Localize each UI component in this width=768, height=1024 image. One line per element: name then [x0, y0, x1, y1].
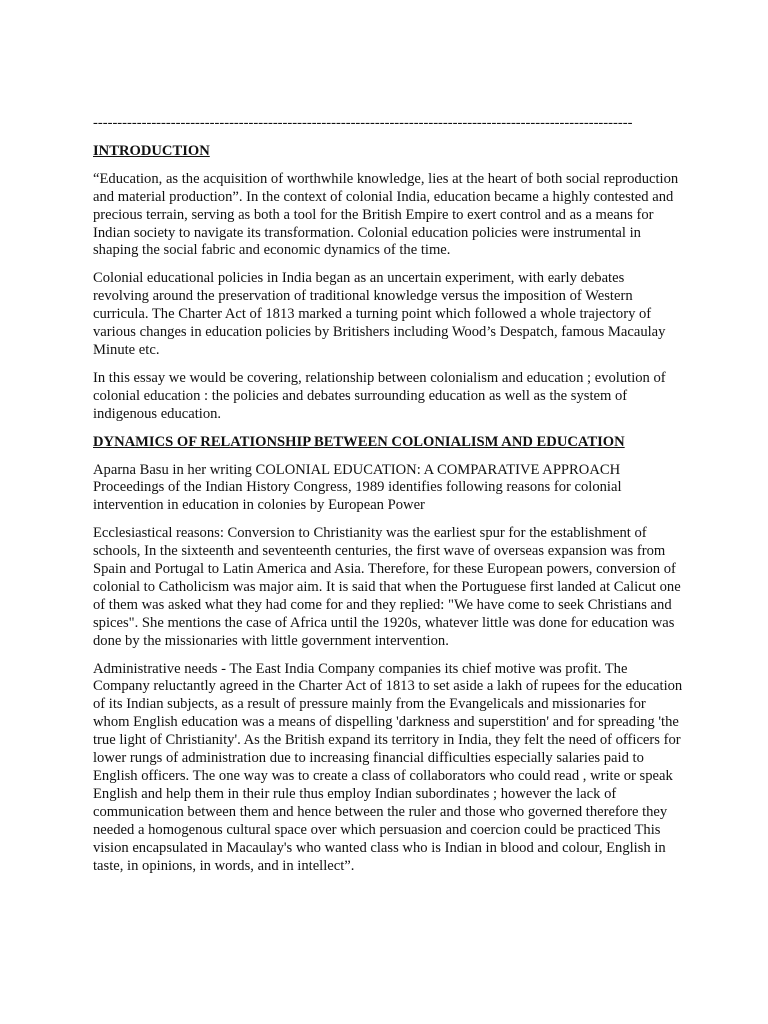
dynamics-heading: DYNAMICS OF RELATIONSHIP BETWEEN COLONIALISM AND EDUCATION — [93, 433, 625, 450]
introduction-paragraph-1: “Education, as the acquisition of worthwhile knowledge, lies at the heart of both social reproduction and material production”. In the context of colonial India, education became a highly contested and precious terrain, serving as both a tool for the British Empire to exert control and as a means for Indian society to navigate its transformation. Colonial education policies were instrumental in shaping the social fabric and economic dynamics of the time. — [93, 170, 679, 259]
dynamics-paragraph-1: Aparna Basu in her writing COLONIAL EDUCATION: A COMPARATIVE APPROACH Proceedings of the Indian History Congress, 1989 identifies following reasons for colonial intervention in education in colonies by European Power — [93, 461, 622, 514]
introduction-paragraph-2: Colonial educational policies in India began as an uncertain experiment, with early debates revolving around the preservation of traditional knowledge versus the imposition of Western curricula. The Charter Act of 1813 marked a turning point which followed a whole trajectory of various changes in education policies by Britishers including Wood’s Despatch, famous Macaulay Minute etc. — [93, 270, 666, 358]
dynamics-paragraph-3: Administrative needs - The East India Company companies its chief motive was profit. The Company reluctantly agreed in the Charter Act of 1813 to set aside a lakh of rupees for the education of its Indian subjects, as a result of pressure mainly from the Evangelicals and missionaries for whom English education was a means of dispelling 'darkness and superstition' and for spreading 'the true light of Christianity'. As the British expand its territory in India, they felt the need of officers for lower rungs of administration due to increasing financial difficulties especially salaries paid to English officers. The one way was to create a class of collaborators who could read , write or speak English and help them in their rule thus employ Indian subordinates ; however the lack of communication between them and hence between the ruler and those who governed therefore they needed a homogenous cultural space over which persuasion and coercion could be practiced This vision encapsulated in Macaulay's who wanted class who is Indian in blood and colour, English in taste, in opinions, in words, and in intellect”. — [93, 660, 683, 874]
document-page — [93, 115, 683, 885]
dynamics-paragraph-2: Ecclesiastical reasons: Conversion to Christianity was the earliest spur for the establishment of schools, In the sixteenth and seventeenth centuries, the first wave of overseas expansion was from Spain and Portugal to Latin America and Asia. Therefore, for these European powers, conversion of colonial to Catholicism was major aim. It is said that when the Portuguese first landed at Calicut one of them was asked what they had come for and they replied: "We have come to seek Christians and spices". She mentions the case of Africa until the 1920s, whatever little was done for education was done by the missionaries with little government intervention. — [93, 525, 681, 649]
separator-line: --------------------------------------------------------------------------------------------------------------- — [93, 115, 633, 131]
introduction-paragraph-3: In this essay we would be covering, relationship between colonialism and education ; evolution of colonial education : the policies and debates surrounding education as well as the system of indigenous education. — [93, 369, 666, 422]
introduction-heading: INTRODUCTION — [93, 142, 210, 159]
